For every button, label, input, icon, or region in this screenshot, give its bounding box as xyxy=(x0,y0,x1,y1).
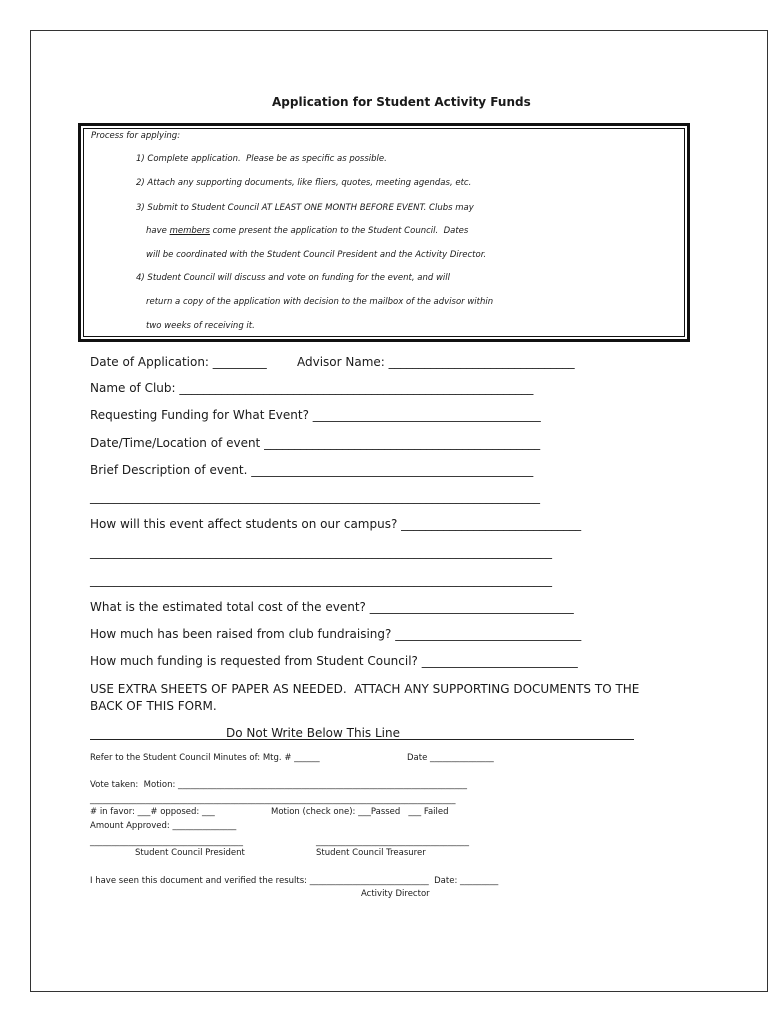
brief-description-field[interactable]: Brief Description of event. _______________________________________________ xyxy=(90,463,534,477)
process-step-3-members: members xyxy=(169,226,210,236)
process-step-2: 2) Attach any supporting documents, like fliers, quotes, meeting agendas, etc. xyxy=(136,178,472,188)
president-signature-line[interactable]: ____________________________________ xyxy=(90,837,243,847)
in-favor-opposed-field[interactable]: # in favor: ___# opposed: ___ xyxy=(90,807,215,817)
extra-sheets-note-line-1: USE EXTRA SHEETS OF PAPER AS NEEDED. ATTACH ANY SUPPORTING DOCUMENTS TO THE xyxy=(90,682,640,696)
requesting-funding-field[interactable]: Requesting Funding for What Event? ______________________________________ xyxy=(90,408,541,422)
treasurer-label: Student Council Treasurer xyxy=(316,848,426,858)
estimated-cost-field[interactable]: What is the estimated total cost of the event? __________________________________ xyxy=(90,600,574,614)
name-of-club-field[interactable]: Name of Club: ___________________________________________________________ xyxy=(90,381,534,395)
treasurer-signature-line[interactable]: ____________________________________ xyxy=(316,837,469,847)
process-step-3-have: have xyxy=(146,226,170,236)
how-affect-field[interactable]: How will this event affect students on our campus? ______________________________ xyxy=(90,517,582,531)
process-step-4-line-3: two weeks of receiving it. xyxy=(146,321,255,331)
date-of-application-field[interactable]: Date of Application: _________ xyxy=(90,355,267,369)
verified-field[interactable]: I have seen this document and verified the results: ____________________________ Date: _________ xyxy=(90,876,499,886)
process-step-1: 1) Complete application. Please be as specific as possible. xyxy=(136,154,387,164)
do-not-write-label: Do Not Write Below This Line xyxy=(226,726,400,740)
motion-check-field[interactable]: Motion (check one): ___Passed ___ Failed xyxy=(271,807,449,817)
raised-fundraising-field[interactable]: How much has been raised from club fundraising? _______________________________ xyxy=(90,627,582,641)
minutes-date-field[interactable]: Date _______________ xyxy=(407,753,494,763)
activity-director-label: Activity Director xyxy=(361,889,430,899)
date-time-location-field[interactable]: Date/Time/Location of event ______________________________________________ xyxy=(90,436,541,450)
refer-minutes-field[interactable]: Refer to the Student Council Minutes of: Mtg. # ______ xyxy=(90,753,320,763)
process-step-3-line-1: 3) Submit to Student Council AT LEAST ONE MONTH BEFORE EVENT. Clubs may xyxy=(136,203,474,213)
process-step-4-line-1: 4) Student Council will discuss and vote on funding for the event, and will xyxy=(136,273,451,283)
how-affect-line-3[interactable]: _____________________________________________________________________________ xyxy=(90,573,552,587)
process-step-3-line-3: will be coordinated with the Student Council President and the Activity Director. xyxy=(146,250,487,260)
process-step-3-line-2 xyxy=(146,227,468,236)
process-step-4-line-2: return a copy of the application with decision to the mailbox of the advisor within xyxy=(146,297,494,307)
how-affect-line-2[interactable]: _____________________________________________________________________________ xyxy=(90,545,552,559)
process-heading: Process for applying: xyxy=(91,131,181,141)
process-step-3-rest: come present the application to the Student Council. Dates xyxy=(209,226,469,236)
vote-taken-field[interactable]: Vote taken: Motion: ____________________________________________________________________ xyxy=(90,780,468,790)
form-title: Application for Student Activity Funds xyxy=(272,95,531,109)
funding-requested-field[interactable]: How much funding is requested from Student Council? __________________________ xyxy=(90,654,578,668)
president-label: Student Council President xyxy=(135,848,245,858)
brief-description-line-2[interactable]: ___________________________________________________________________________ xyxy=(90,490,540,504)
amount-approved-field[interactable]: Amount Approved: _______________ xyxy=(90,821,237,831)
vote-taken-line-2[interactable]: ______________________________________________________________________________________ xyxy=(90,795,456,805)
extra-sheets-note-line-2: BACK OF THIS FORM. xyxy=(90,699,217,713)
advisor-name-field[interactable]: Advisor Name: _______________________________ xyxy=(297,355,575,369)
